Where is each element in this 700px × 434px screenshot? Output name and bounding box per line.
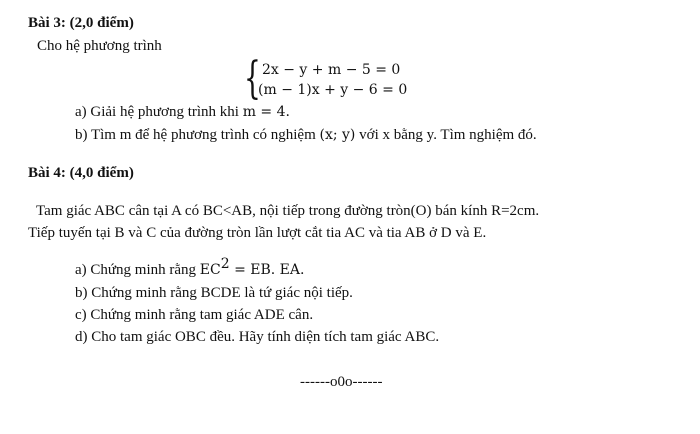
- bai3-part-a-math: m = 4.: [242, 104, 290, 120]
- equation-1: 2x − y + m − 5 = 0: [262, 62, 401, 78]
- bai4-part-a-text: a) Chứng minh rằng: [75, 262, 200, 278]
- system-brace: {: [244, 53, 261, 104]
- bai3-part-b-text1: b) Tìm m để hệ phương trình có nghiệm: [75, 127, 320, 143]
- equation-2: (m − 1)x + y − 6 = 0: [258, 82, 408, 98]
- bai3-part-b-text2: với x bằng y. Tìm nghiệm đó.: [355, 127, 537, 143]
- bai3-part-b: [75, 126, 537, 144]
- bai4-para-line2: Tiếp tuyến tại B và C của đường tròn lần lượt cắt tia AC và tia AB ở D và E.: [28, 225, 487, 241]
- bai4-part-a-math-sup: 2: [220, 256, 230, 272]
- bai4-part-a: [75, 256, 305, 279]
- bai4-part-c: c) Chứng minh rằng tam giác ADE cân.: [75, 307, 314, 323]
- bai3-heading: Bài 3: (2,0 điểm): [28, 15, 134, 31]
- bai4-para-line1: Tam giác ABC cân tại A có BC<AB, nội tiếp trong đường tròn(O) bán kính R=2cm.: [36, 203, 540, 219]
- bai3-intro: Cho hệ phương trình: [37, 38, 162, 54]
- footer-divider: ------o0o------: [300, 374, 383, 390]
- bai4-part-a-math-base: EC: [199, 262, 221, 278]
- bai4-part-a-math-rest: = EB. EA.: [229, 262, 305, 278]
- bai4-heading: Bài 4: (4,0 điểm): [28, 165, 134, 181]
- bai3-part-a: [75, 103, 290, 121]
- bai4-part-b: b) Chứng minh rằng BCDE là tứ giác nội tiếp.: [75, 285, 353, 301]
- bai3-part-b-math: (x; y): [319, 127, 356, 143]
- bai4-part-d: d) Cho tam giác OBC đều. Hãy tính diện tích tam giác ABC.: [75, 329, 440, 345]
- bai3-part-a-text: a) Giải hệ phương trình khi: [75, 104, 243, 120]
